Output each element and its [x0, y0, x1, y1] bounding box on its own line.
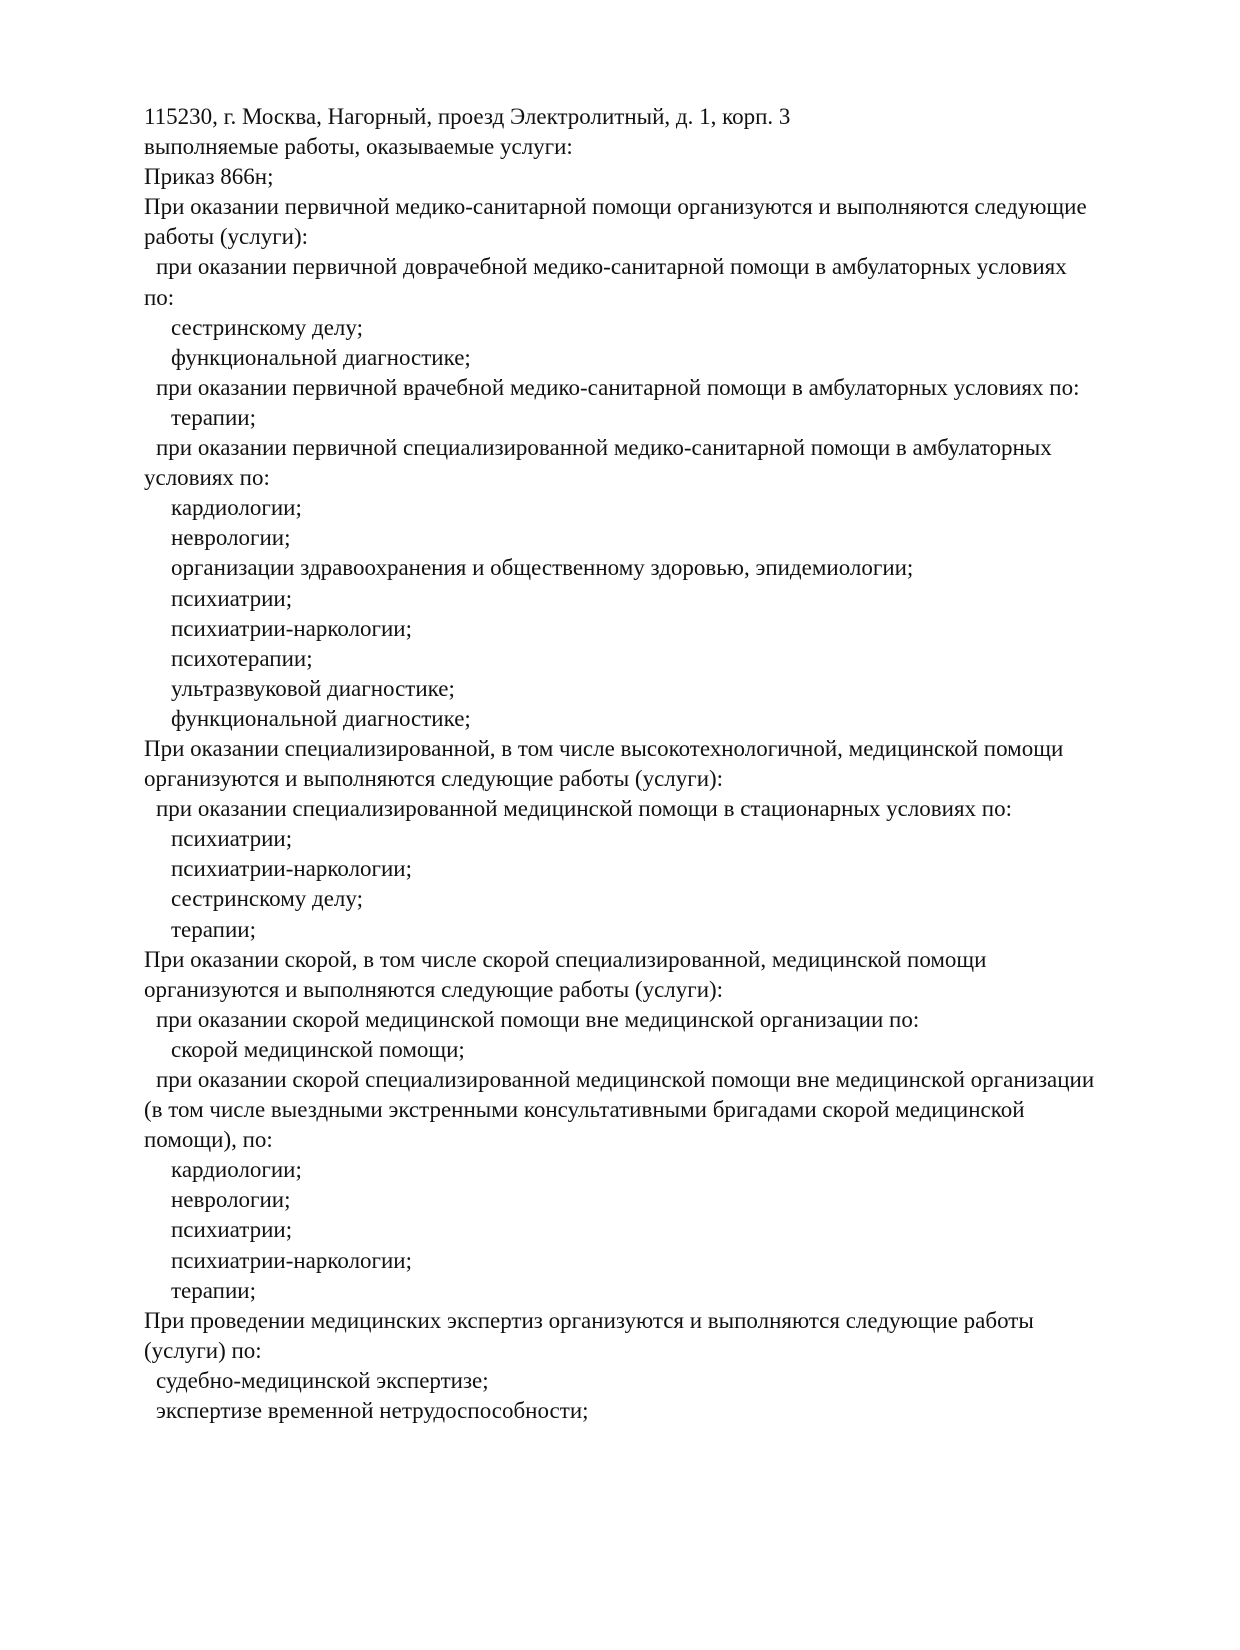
document-line: При проведении медицинских экспертиз организуются и выполняются следующие работы [144, 1307, 1034, 1333]
document-line: при оказании первичной доврачебной медико-санитарной помощи в амбулаторных условиях [156, 254, 1067, 280]
document-line: сестринскому делу; [171, 314, 363, 340]
document-line: при оказании первичной врачебной медико-санитарной помощи в амбулаторных условиях по: [156, 374, 1080, 400]
document-line: психотерапии; [171, 645, 313, 671]
document-line: скорой медицинской помощи; [171, 1036, 465, 1062]
document-line: работы (услуги): [144, 224, 308, 250]
document-text-block [144, 102, 1214, 1426]
document-line: психиатрии-наркологии; [171, 615, 412, 641]
document-line: кардиологии; [171, 495, 302, 521]
document-line: психиатрии; [171, 1217, 293, 1243]
document-line: сестринскому делу; [171, 886, 363, 912]
document-line: терапии; [171, 916, 256, 942]
document-line: При оказании первичной медико-санитарной помощи организуются и выполняются следующие [144, 194, 1087, 220]
document-line: ультразвуковой диагностике; [171, 675, 455, 701]
document-line: экспертизе временной нетрудоспособности; [156, 1398, 589, 1424]
document-line: при оказании скорой медицинской помощи вне медицинской организации по: [156, 1006, 920, 1032]
document-line: психиатрии-наркологии; [171, 856, 412, 882]
document-line: терапии; [171, 404, 256, 430]
document-line: при оказании скорой специализированной медицинской помощи вне медицинской организации [156, 1067, 1095, 1092]
document-line: организуются и выполняются следующие работы (услуги): [144, 976, 724, 1002]
document-line: функциональной диагностике; [171, 344, 471, 370]
document-line: При оказании специализированной, в том числе высокотехнологичной, медицинской помощи [144, 735, 1064, 761]
document-line: кардиологии; [171, 1157, 302, 1183]
document-line: психиатрии-наркологии; [171, 1247, 412, 1273]
document-line: организуются и выполняются следующие работы (услуги): [144, 766, 724, 792]
document-line: функциональной диагностике; [171, 705, 471, 731]
document-line: при оказании первичной специализированной медико-санитарной помощи в амбулаторных [156, 435, 1052, 461]
document-line: 115230, г. Москва, Нагорный, проезд Электролитный, д. 1, корп. 3 [144, 104, 791, 129]
document-line: судебно-медицинской экспертизе; [156, 1367, 489, 1393]
document-line: Приказ 866н; [144, 164, 274, 190]
document-line: выполняемые работы, оказываемые услуги: [144, 134, 573, 160]
document-line: условиях по: [144, 465, 270, 491]
document-line: (услуги) по: [144, 1337, 262, 1363]
document-line: неврологии; [171, 525, 291, 551]
document-line: психиатрии; [171, 585, 293, 611]
document-line: психиатрии; [171, 826, 293, 852]
document-line: (в том числе выездными экстренными консультативными бригадами скорой медицинской [144, 1097, 1025, 1123]
document-line: помощи), по: [144, 1127, 273, 1153]
document-line: терапии; [171, 1277, 256, 1303]
document-line: по: [144, 284, 175, 310]
document-line: организации здравоохранения и общественному здоровью, эпидемиологии; [171, 555, 914, 581]
document-line: При оказании скорой, в том числе скорой специализированной, медицинской помощи [144, 946, 987, 972]
document-line: неврологии; [171, 1187, 291, 1213]
document-line: при оказании специализированной медицинской помощи в стационарных условиях по: [156, 796, 1012, 822]
